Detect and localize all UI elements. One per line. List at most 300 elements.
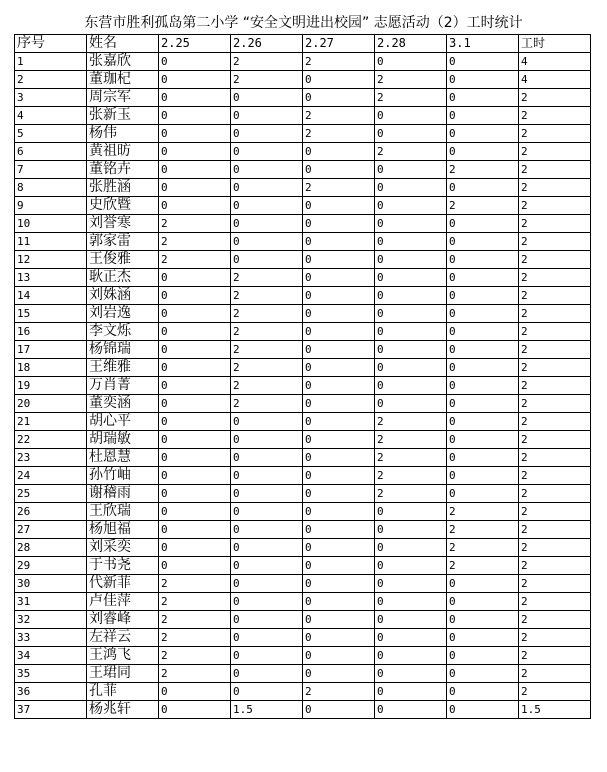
- cell-day-2-27: 0: [303, 143, 375, 161]
- cell-day-2-25: 0: [159, 341, 231, 359]
- cell-day-2-25: 0: [159, 287, 231, 305]
- cell-hours: 2: [519, 449, 591, 467]
- cell-hours: 2: [519, 251, 591, 269]
- table-row: [15, 143, 591, 161]
- cell-hours: 2: [519, 629, 591, 647]
- cell-day-2-28: 0: [375, 701, 447, 719]
- cell-day-2-28: 0: [375, 593, 447, 611]
- cell-serial: 20: [15, 395, 87, 413]
- cell-day-2-27: 0: [303, 701, 375, 719]
- cell-day-2-28: 0: [375, 197, 447, 215]
- cell-day-2-25: 2: [159, 611, 231, 629]
- cell-day-2-28: 0: [375, 539, 447, 557]
- cell-serial: 12: [15, 251, 87, 269]
- cell-name: 杨伟: [87, 125, 159, 143]
- cell-hours: 2: [519, 89, 591, 107]
- cell-day-2-25: 0: [159, 701, 231, 719]
- cell-hours: 2: [519, 521, 591, 539]
- cell-day-3-1: 0: [447, 413, 519, 431]
- column-header-name: 姓名: [87, 35, 159, 53]
- cell-day-2-28: 0: [375, 359, 447, 377]
- cell-day-2-27: 0: [303, 665, 375, 683]
- cell-day-3-1: 0: [447, 683, 519, 701]
- table-row: [15, 287, 591, 305]
- cell-day-3-1: 0: [447, 395, 519, 413]
- cell-day-2-27: 0: [303, 593, 375, 611]
- table-row: [15, 269, 591, 287]
- cell-name: 杜恩慧: [87, 449, 159, 467]
- cell-day-3-1: 0: [447, 629, 519, 647]
- cell-day-2-27: 0: [303, 575, 375, 593]
- cell-day-2-25: 0: [159, 179, 231, 197]
- cell-name: 王欣瑞: [87, 503, 159, 521]
- cell-day-2-28: 2: [375, 89, 447, 107]
- cell-day-2-28: 0: [375, 215, 447, 233]
- cell-serial: 34: [15, 647, 87, 665]
- column-header-hours: 工时: [519, 35, 591, 53]
- cell-name: 李文烁: [87, 323, 159, 341]
- cell-hours: 2: [519, 233, 591, 251]
- cell-day-2-25: 0: [159, 377, 231, 395]
- cell-day-3-1: 0: [447, 125, 519, 143]
- cell-day-3-1: 0: [447, 71, 519, 89]
- cell-name: 董珈杞: [87, 71, 159, 89]
- cell-day-2-25: 0: [159, 539, 231, 557]
- cell-day-2-28: 0: [375, 125, 447, 143]
- cell-serial: 21: [15, 413, 87, 431]
- cell-hours: 2: [519, 305, 591, 323]
- cell-day-3-1: 0: [447, 593, 519, 611]
- cell-day-2-25: 0: [159, 161, 231, 179]
- cell-serial: 3: [15, 89, 87, 107]
- table-row: [15, 233, 591, 251]
- cell-serial: 7: [15, 161, 87, 179]
- cell-name: 左祥云: [87, 629, 159, 647]
- table-row: [15, 323, 591, 341]
- table-row: [15, 89, 591, 107]
- cell-day-2-28: 0: [375, 233, 447, 251]
- cell-day-3-1: 2: [447, 197, 519, 215]
- cell-serial: 11: [15, 233, 87, 251]
- table-row: [15, 665, 591, 683]
- table-row: [15, 701, 591, 719]
- cell-serial: 8: [15, 179, 87, 197]
- cell-day-2-25: 0: [159, 269, 231, 287]
- cell-day-2-28: 0: [375, 395, 447, 413]
- cell-day-2-27: 0: [303, 467, 375, 485]
- cell-name: 代新菲: [87, 575, 159, 593]
- cell-name: 刘姝涵: [87, 287, 159, 305]
- cell-day-2-25: 0: [159, 395, 231, 413]
- cell-day-2-25: 0: [159, 323, 231, 341]
- cell-serial: 2: [15, 71, 87, 89]
- cell-serial: 4: [15, 107, 87, 125]
- table-row: [15, 251, 591, 269]
- cell-day-3-1: 0: [447, 665, 519, 683]
- cell-day-2-26: 0: [231, 521, 303, 539]
- cell-day-2-26: 0: [231, 557, 303, 575]
- cell-serial: 35: [15, 665, 87, 683]
- cell-day-2-26: 0: [231, 413, 303, 431]
- cell-hours: 2: [519, 359, 591, 377]
- cell-serial: 33: [15, 629, 87, 647]
- cell-serial: 31: [15, 593, 87, 611]
- cell-day-2-28: 0: [375, 287, 447, 305]
- cell-day-2-28: 0: [375, 575, 447, 593]
- cell-serial: 1: [15, 53, 87, 71]
- cell-day-2-25: 2: [159, 593, 231, 611]
- cell-day-2-28: 0: [375, 377, 447, 395]
- cell-day-2-28: 0: [375, 53, 447, 71]
- column-header-serial: 序号: [15, 35, 87, 53]
- cell-day-2-26: 0: [231, 539, 303, 557]
- cell-day-3-1: 2: [447, 521, 519, 539]
- cell-day-3-1: 0: [447, 53, 519, 71]
- cell-day-2-26: 0: [231, 629, 303, 647]
- cell-name: 孔菲: [87, 683, 159, 701]
- cell-day-3-1: 0: [447, 701, 519, 719]
- cell-serial: 23: [15, 449, 87, 467]
- cell-day-2-26: 2: [231, 359, 303, 377]
- cell-day-3-1: 2: [447, 161, 519, 179]
- cell-name: 于书尧: [87, 557, 159, 575]
- cell-day-2-27: 0: [303, 251, 375, 269]
- cell-day-2-25: 0: [159, 413, 231, 431]
- cell-hours: 2: [519, 143, 591, 161]
- cell-day-2-28: 2: [375, 143, 447, 161]
- table-row: [15, 539, 591, 557]
- cell-day-2-25: 0: [159, 449, 231, 467]
- cell-serial: 10: [15, 215, 87, 233]
- cell-serial: 22: [15, 431, 87, 449]
- table-row: [15, 485, 591, 503]
- cell-day-3-1: 0: [447, 323, 519, 341]
- table-row: [15, 341, 591, 359]
- cell-day-3-1: 0: [447, 467, 519, 485]
- cell-day-2-25: 2: [159, 629, 231, 647]
- cell-name: 王鸿飞: [87, 647, 159, 665]
- table-row: [15, 125, 591, 143]
- cell-name: 王俊雅: [87, 251, 159, 269]
- cell-day-2-27: 0: [303, 485, 375, 503]
- cell-name: 张嘉欣: [87, 53, 159, 71]
- cell-name: 王维雅: [87, 359, 159, 377]
- cell-day-2-26: 0: [231, 251, 303, 269]
- cell-day-2-27: 0: [303, 647, 375, 665]
- cell-hours: 2: [519, 107, 591, 125]
- cell-day-2-28: 0: [375, 269, 447, 287]
- cell-name: 卢佳萍: [87, 593, 159, 611]
- cell-day-2-27: 0: [303, 449, 375, 467]
- cell-serial: 5: [15, 125, 87, 143]
- cell-hours: 1.5: [519, 701, 591, 719]
- cell-day-2-25: 0: [159, 503, 231, 521]
- cell-day-2-28: 2: [375, 467, 447, 485]
- table-row: [15, 503, 591, 521]
- cell-day-2-26: 2: [231, 377, 303, 395]
- sheet-title: 东营市胜利孤岛第二小学 “安全文明进出校园” 志愿活动（2）工时统计: [84, 15, 523, 31]
- cell-day-3-1: 0: [447, 449, 519, 467]
- cell-name: 刘岩逸: [87, 305, 159, 323]
- cell-day-2-25: 2: [159, 575, 231, 593]
- cell-hours: 2: [519, 269, 591, 287]
- cell-name: 董奕涵: [87, 395, 159, 413]
- table-row: [15, 71, 591, 89]
- cell-name: 王珺同: [87, 665, 159, 683]
- cell-day-2-28: 0: [375, 557, 447, 575]
- cell-name: 张新玉: [87, 107, 159, 125]
- cell-day-2-28: 0: [375, 341, 447, 359]
- cell-day-2-28: 0: [375, 323, 447, 341]
- column-header-day-2-27: 2.27: [303, 35, 375, 53]
- cell-hours: 2: [519, 503, 591, 521]
- cell-day-2-27: 2: [303, 53, 375, 71]
- cell-name: 刘采奕: [87, 539, 159, 557]
- cell-hours: 2: [519, 665, 591, 683]
- cell-day-2-25: 0: [159, 305, 231, 323]
- cell-serial: 17: [15, 341, 87, 359]
- cell-name: 孙竹岫: [87, 467, 159, 485]
- table-row: [15, 431, 591, 449]
- cell-name: 杨锦瑞: [87, 341, 159, 359]
- cell-hours: 2: [519, 431, 591, 449]
- cell-day-3-1: 0: [447, 215, 519, 233]
- cell-name: 杨兆轩: [87, 701, 159, 719]
- cell-day-2-26: 0: [231, 125, 303, 143]
- cell-day-2-26: 2: [231, 269, 303, 287]
- cell-day-2-28: 0: [375, 503, 447, 521]
- cell-day-2-27: 0: [303, 323, 375, 341]
- table-row: [15, 197, 591, 215]
- cell-day-2-26: 0: [231, 683, 303, 701]
- cell-day-2-28: 2: [375, 449, 447, 467]
- cell-day-2-25: 0: [159, 485, 231, 503]
- cell-day-2-26: 0: [231, 107, 303, 125]
- cell-hours: 2: [519, 395, 591, 413]
- cell-day-3-1: 0: [447, 89, 519, 107]
- column-header-day-2-28: 2.28: [375, 35, 447, 53]
- cell-day-2-25: 2: [159, 647, 231, 665]
- cell-hours: 2: [519, 557, 591, 575]
- cell-day-2-28: 0: [375, 305, 447, 323]
- cell-hours: 2: [519, 323, 591, 341]
- table-row: [15, 629, 591, 647]
- cell-day-2-27: 0: [303, 341, 375, 359]
- cell-hours: 2: [519, 485, 591, 503]
- cell-day-2-25: 2: [159, 233, 231, 251]
- cell-serial: 26: [15, 503, 87, 521]
- cell-day-2-26: 0: [231, 197, 303, 215]
- cell-day-2-25: 0: [159, 197, 231, 215]
- cell-serial: 16: [15, 323, 87, 341]
- cell-day-3-1: 0: [447, 305, 519, 323]
- cell-hours: 2: [519, 413, 591, 431]
- cell-name: 杨旭福: [87, 521, 159, 539]
- cell-day-2-26: 0: [231, 485, 303, 503]
- table-row: [15, 161, 591, 179]
- cell-day-2-27: 0: [303, 359, 375, 377]
- cell-hours: 4: [519, 71, 591, 89]
- cell-day-2-25: 0: [159, 125, 231, 143]
- cell-hours: 2: [519, 341, 591, 359]
- cell-day-3-1: 2: [447, 539, 519, 557]
- cell-serial: 9: [15, 197, 87, 215]
- cell-day-2-27: 2: [303, 107, 375, 125]
- cell-day-2-26: 2: [231, 305, 303, 323]
- cell-day-2-27: 2: [303, 179, 375, 197]
- column-header-day-2-25: 2.25: [159, 35, 231, 53]
- cell-day-2-28: 2: [375, 71, 447, 89]
- cell-day-2-27: 0: [303, 215, 375, 233]
- cell-day-2-27: 2: [303, 125, 375, 143]
- cell-day-2-26: 0: [231, 647, 303, 665]
- cell-serial: 24: [15, 467, 87, 485]
- cell-day-2-25: 0: [159, 431, 231, 449]
- cell-hours: 2: [519, 197, 591, 215]
- cell-day-2-27: 0: [303, 287, 375, 305]
- cell-name: 周宗军: [87, 89, 159, 107]
- cell-day-2-26: 0: [231, 143, 303, 161]
- cell-hours: 2: [519, 377, 591, 395]
- cell-name: 史欣暨: [87, 197, 159, 215]
- cell-day-2-26: 0: [231, 611, 303, 629]
- cell-day-2-27: 0: [303, 521, 375, 539]
- cell-day-2-27: 2: [303, 683, 375, 701]
- table-row: [15, 611, 591, 629]
- cell-day-2-28: 0: [375, 665, 447, 683]
- cell-day-2-28: 0: [375, 251, 447, 269]
- cell-day-2-27: 0: [303, 413, 375, 431]
- cell-day-2-28: 0: [375, 611, 447, 629]
- cell-day-3-1: 2: [447, 503, 519, 521]
- cell-hours: 2: [519, 575, 591, 593]
- cell-day-2-27: 0: [303, 431, 375, 449]
- cell-day-2-27: 0: [303, 377, 375, 395]
- cell-serial: 37: [15, 701, 87, 719]
- cell-day-2-26: 0: [231, 179, 303, 197]
- cell-serial: 29: [15, 557, 87, 575]
- cell-day-2-26: 0: [231, 431, 303, 449]
- table-row: [15, 521, 591, 539]
- cell-day-3-1: 0: [447, 575, 519, 593]
- cell-name: 胡瑞敏: [87, 431, 159, 449]
- cell-day-2-25: 0: [159, 53, 231, 71]
- cell-day-2-26: 1.5: [231, 701, 303, 719]
- cell-day-3-1: 2: [447, 557, 519, 575]
- table-row: [15, 557, 591, 575]
- cell-day-3-1: 0: [447, 359, 519, 377]
- cell-day-2-25: 0: [159, 467, 231, 485]
- cell-name: 刘誉寒: [87, 215, 159, 233]
- cell-serial: 30: [15, 575, 87, 593]
- cell-hours: 4: [519, 53, 591, 71]
- cell-name: 谢稽雨: [87, 485, 159, 503]
- cell-serial: 25: [15, 485, 87, 503]
- table-row: [15, 575, 591, 593]
- cell-day-3-1: 0: [447, 485, 519, 503]
- cell-serial: 19: [15, 377, 87, 395]
- cell-day-3-1: 0: [447, 377, 519, 395]
- cell-serial: 18: [15, 359, 87, 377]
- cell-day-3-1: 0: [447, 143, 519, 161]
- cell-hours: 2: [519, 647, 591, 665]
- cell-hours: 2: [519, 467, 591, 485]
- header-row: [15, 35, 591, 53]
- column-header-day-3-1: 3.1: [447, 35, 519, 53]
- cell-day-2-26: 0: [231, 665, 303, 683]
- cell-day-2-27: 0: [303, 197, 375, 215]
- cell-day-2-28: 0: [375, 683, 447, 701]
- cell-day-2-26: 2: [231, 323, 303, 341]
- cell-serial: 15: [15, 305, 87, 323]
- cell-serial: 14: [15, 287, 87, 305]
- cell-day-2-25: 0: [159, 89, 231, 107]
- cell-day-2-27: 0: [303, 557, 375, 575]
- cell-name: 耿正杰: [87, 269, 159, 287]
- cell-day-2-25: 0: [159, 557, 231, 575]
- cell-day-3-1: 0: [447, 647, 519, 665]
- cell-day-2-28: 2: [375, 485, 447, 503]
- cell-day-2-27: 0: [303, 539, 375, 557]
- table-row: [15, 413, 591, 431]
- cell-name: 刘睿峰: [87, 611, 159, 629]
- cell-day-2-27: 0: [303, 395, 375, 413]
- cell-day-2-27: 0: [303, 611, 375, 629]
- cell-day-2-25: 0: [159, 683, 231, 701]
- cell-day-3-1: 0: [447, 287, 519, 305]
- cell-day-2-25: 2: [159, 251, 231, 269]
- cell-day-2-27: 0: [303, 89, 375, 107]
- cell-name: 黄祖昉: [87, 143, 159, 161]
- cell-hours: 2: [519, 683, 591, 701]
- cell-day-2-26: 2: [231, 395, 303, 413]
- table-row: [15, 53, 591, 71]
- cell-day-2-26: 2: [231, 53, 303, 71]
- cell-day-2-26: 0: [231, 467, 303, 485]
- table-row: [15, 683, 591, 701]
- cell-serial: 32: [15, 611, 87, 629]
- cell-day-2-27: 0: [303, 269, 375, 287]
- cell-serial: 6: [15, 143, 87, 161]
- cell-name: 胡心平: [87, 413, 159, 431]
- cell-name: 万肖菁: [87, 377, 159, 395]
- table-row: [15, 107, 591, 125]
- table-row: [15, 449, 591, 467]
- cell-day-2-26: 2: [231, 71, 303, 89]
- cell-day-3-1: 0: [447, 611, 519, 629]
- table-row: [15, 179, 591, 197]
- cell-day-3-1: 0: [447, 269, 519, 287]
- cell-day-2-27: 0: [303, 629, 375, 647]
- cell-day-2-26: 0: [231, 503, 303, 521]
- table-row: [15, 593, 591, 611]
- cell-day-2-26: 0: [231, 215, 303, 233]
- cell-day-2-25: 2: [159, 665, 231, 683]
- cell-day-2-25: 0: [159, 107, 231, 125]
- cell-day-2-27: 0: [303, 233, 375, 251]
- cell-day-2-28: 0: [375, 629, 447, 647]
- table-row: [15, 305, 591, 323]
- column-header-day-2-26: 2.26: [231, 35, 303, 53]
- cell-hours: 2: [519, 539, 591, 557]
- cell-serial: 36: [15, 683, 87, 701]
- table-row: [15, 377, 591, 395]
- cell-day-2-25: 0: [159, 143, 231, 161]
- cell-serial: 13: [15, 269, 87, 287]
- table-row: [15, 647, 591, 665]
- hours-table: [14, 34, 591, 719]
- cell-day-2-28: 2: [375, 413, 447, 431]
